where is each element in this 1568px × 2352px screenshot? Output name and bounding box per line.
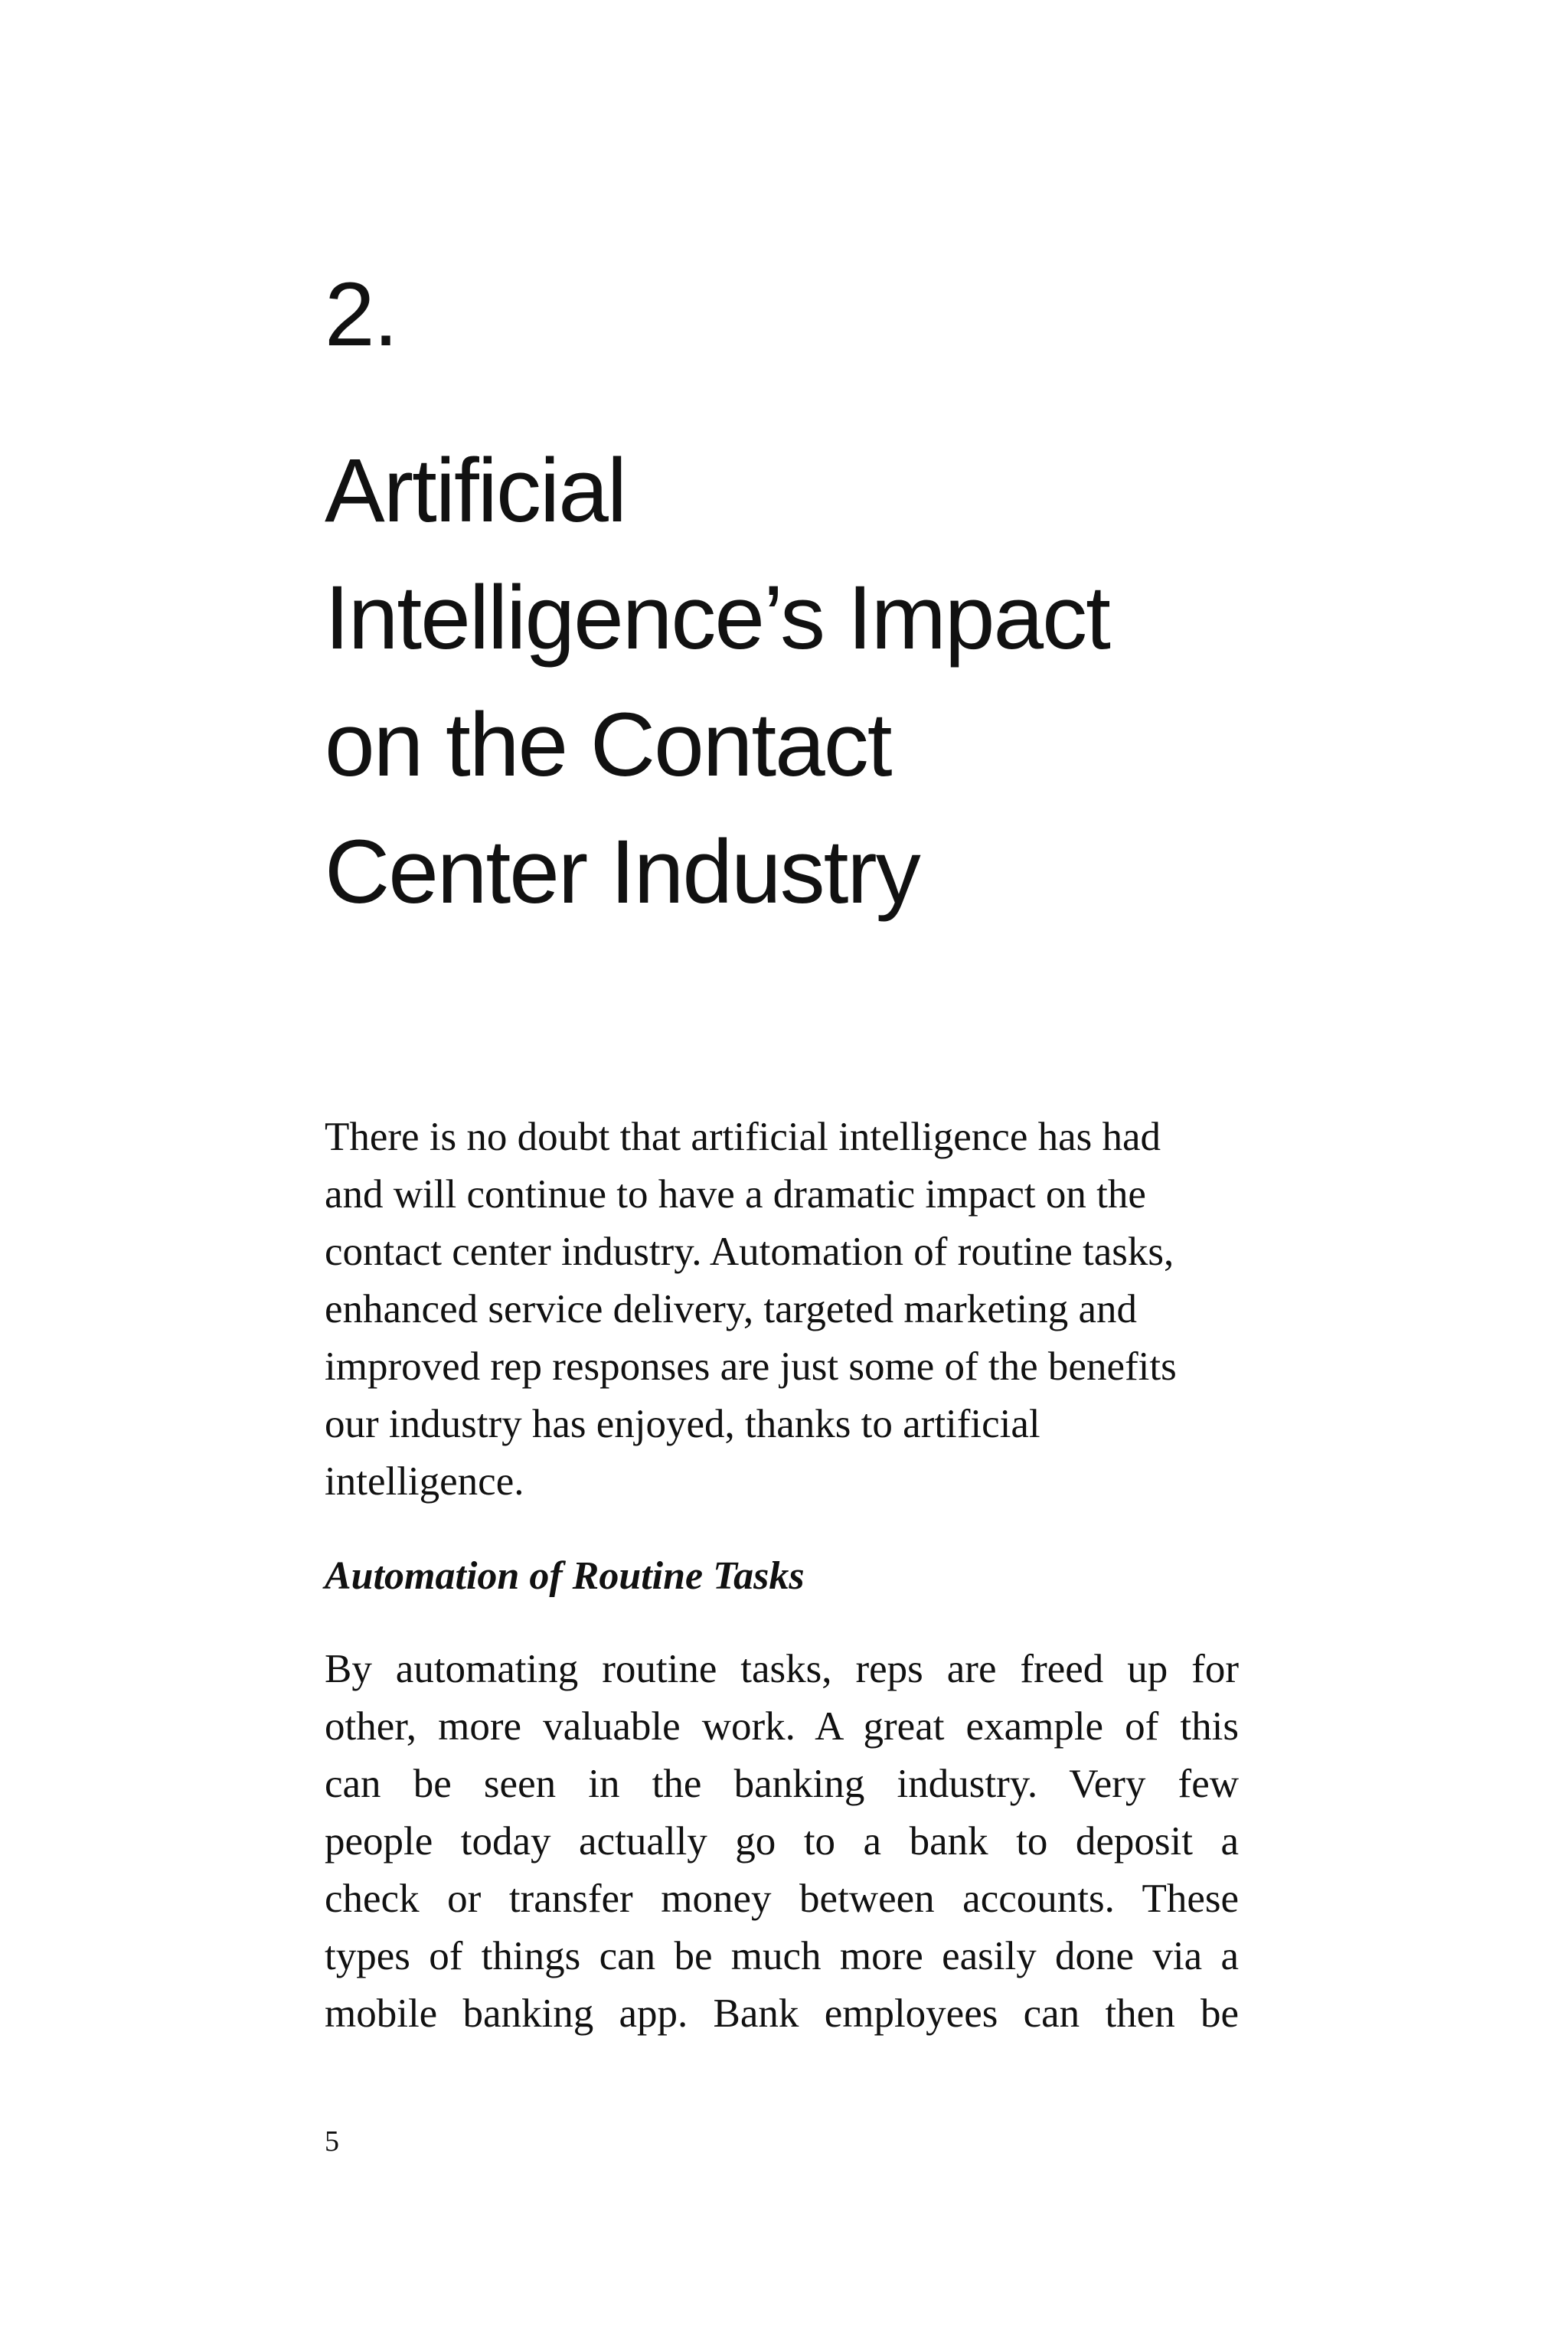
section-heading: Automation of Routine Tasks bbox=[325, 1554, 805, 1598]
intro-paragraph-line: intelligence. bbox=[325, 1459, 524, 1504]
section-paragraph-line: people today actually go to a bank to deposit a bbox=[325, 1819, 1239, 1864]
chapter-title-line: Artificial bbox=[325, 440, 626, 541]
intro-paragraph-line: enhanced service delivery, targeted marketing and bbox=[325, 1287, 1137, 1331]
page-number: 5 bbox=[325, 2125, 339, 2158]
intro-paragraph-line: There is no doubt that artificial intelligence has had bbox=[325, 1115, 1161, 1159]
intro-paragraph-line: contact center industry. Automation of routine tasks, bbox=[325, 1230, 1174, 1274]
intro-paragraph-line: our industry has enjoyed, thanks to artificial bbox=[325, 1402, 1040, 1446]
section-paragraph-line: By automating routine tasks, reps are freed up for bbox=[325, 1647, 1239, 1691]
chapter-title-line: on the Contact bbox=[325, 694, 891, 795]
section-paragraph bbox=[325, 1641, 1251, 2043]
intro-paragraph-line: improved rep responses are just some of the benefits bbox=[325, 1344, 1177, 1389]
section-paragraph-line: can be seen in the banking industry. Very few bbox=[325, 1762, 1239, 1806]
section-paragraph-line: check or transfer money between accounts. These bbox=[325, 1877, 1239, 1921]
chapter-title bbox=[325, 427, 1335, 936]
chapter-number: 2. bbox=[325, 264, 397, 365]
intro-paragraph bbox=[325, 1109, 1251, 1511]
chapter-title-line: Intelligence’s Impact bbox=[325, 567, 1109, 668]
section-paragraph-line: mobile banking app. Bank employees can then be bbox=[325, 1991, 1239, 2036]
section-paragraph-line: types of things can be much more easily done via a bbox=[325, 1934, 1239, 1978]
intro-paragraph-line: and will continue to have a dramatic impact on the bbox=[325, 1172, 1146, 1217]
section-paragraph-line: other, more valuable work. A great example of this bbox=[325, 1704, 1239, 1749]
chapter-title-line: Center Industry bbox=[325, 822, 920, 923]
